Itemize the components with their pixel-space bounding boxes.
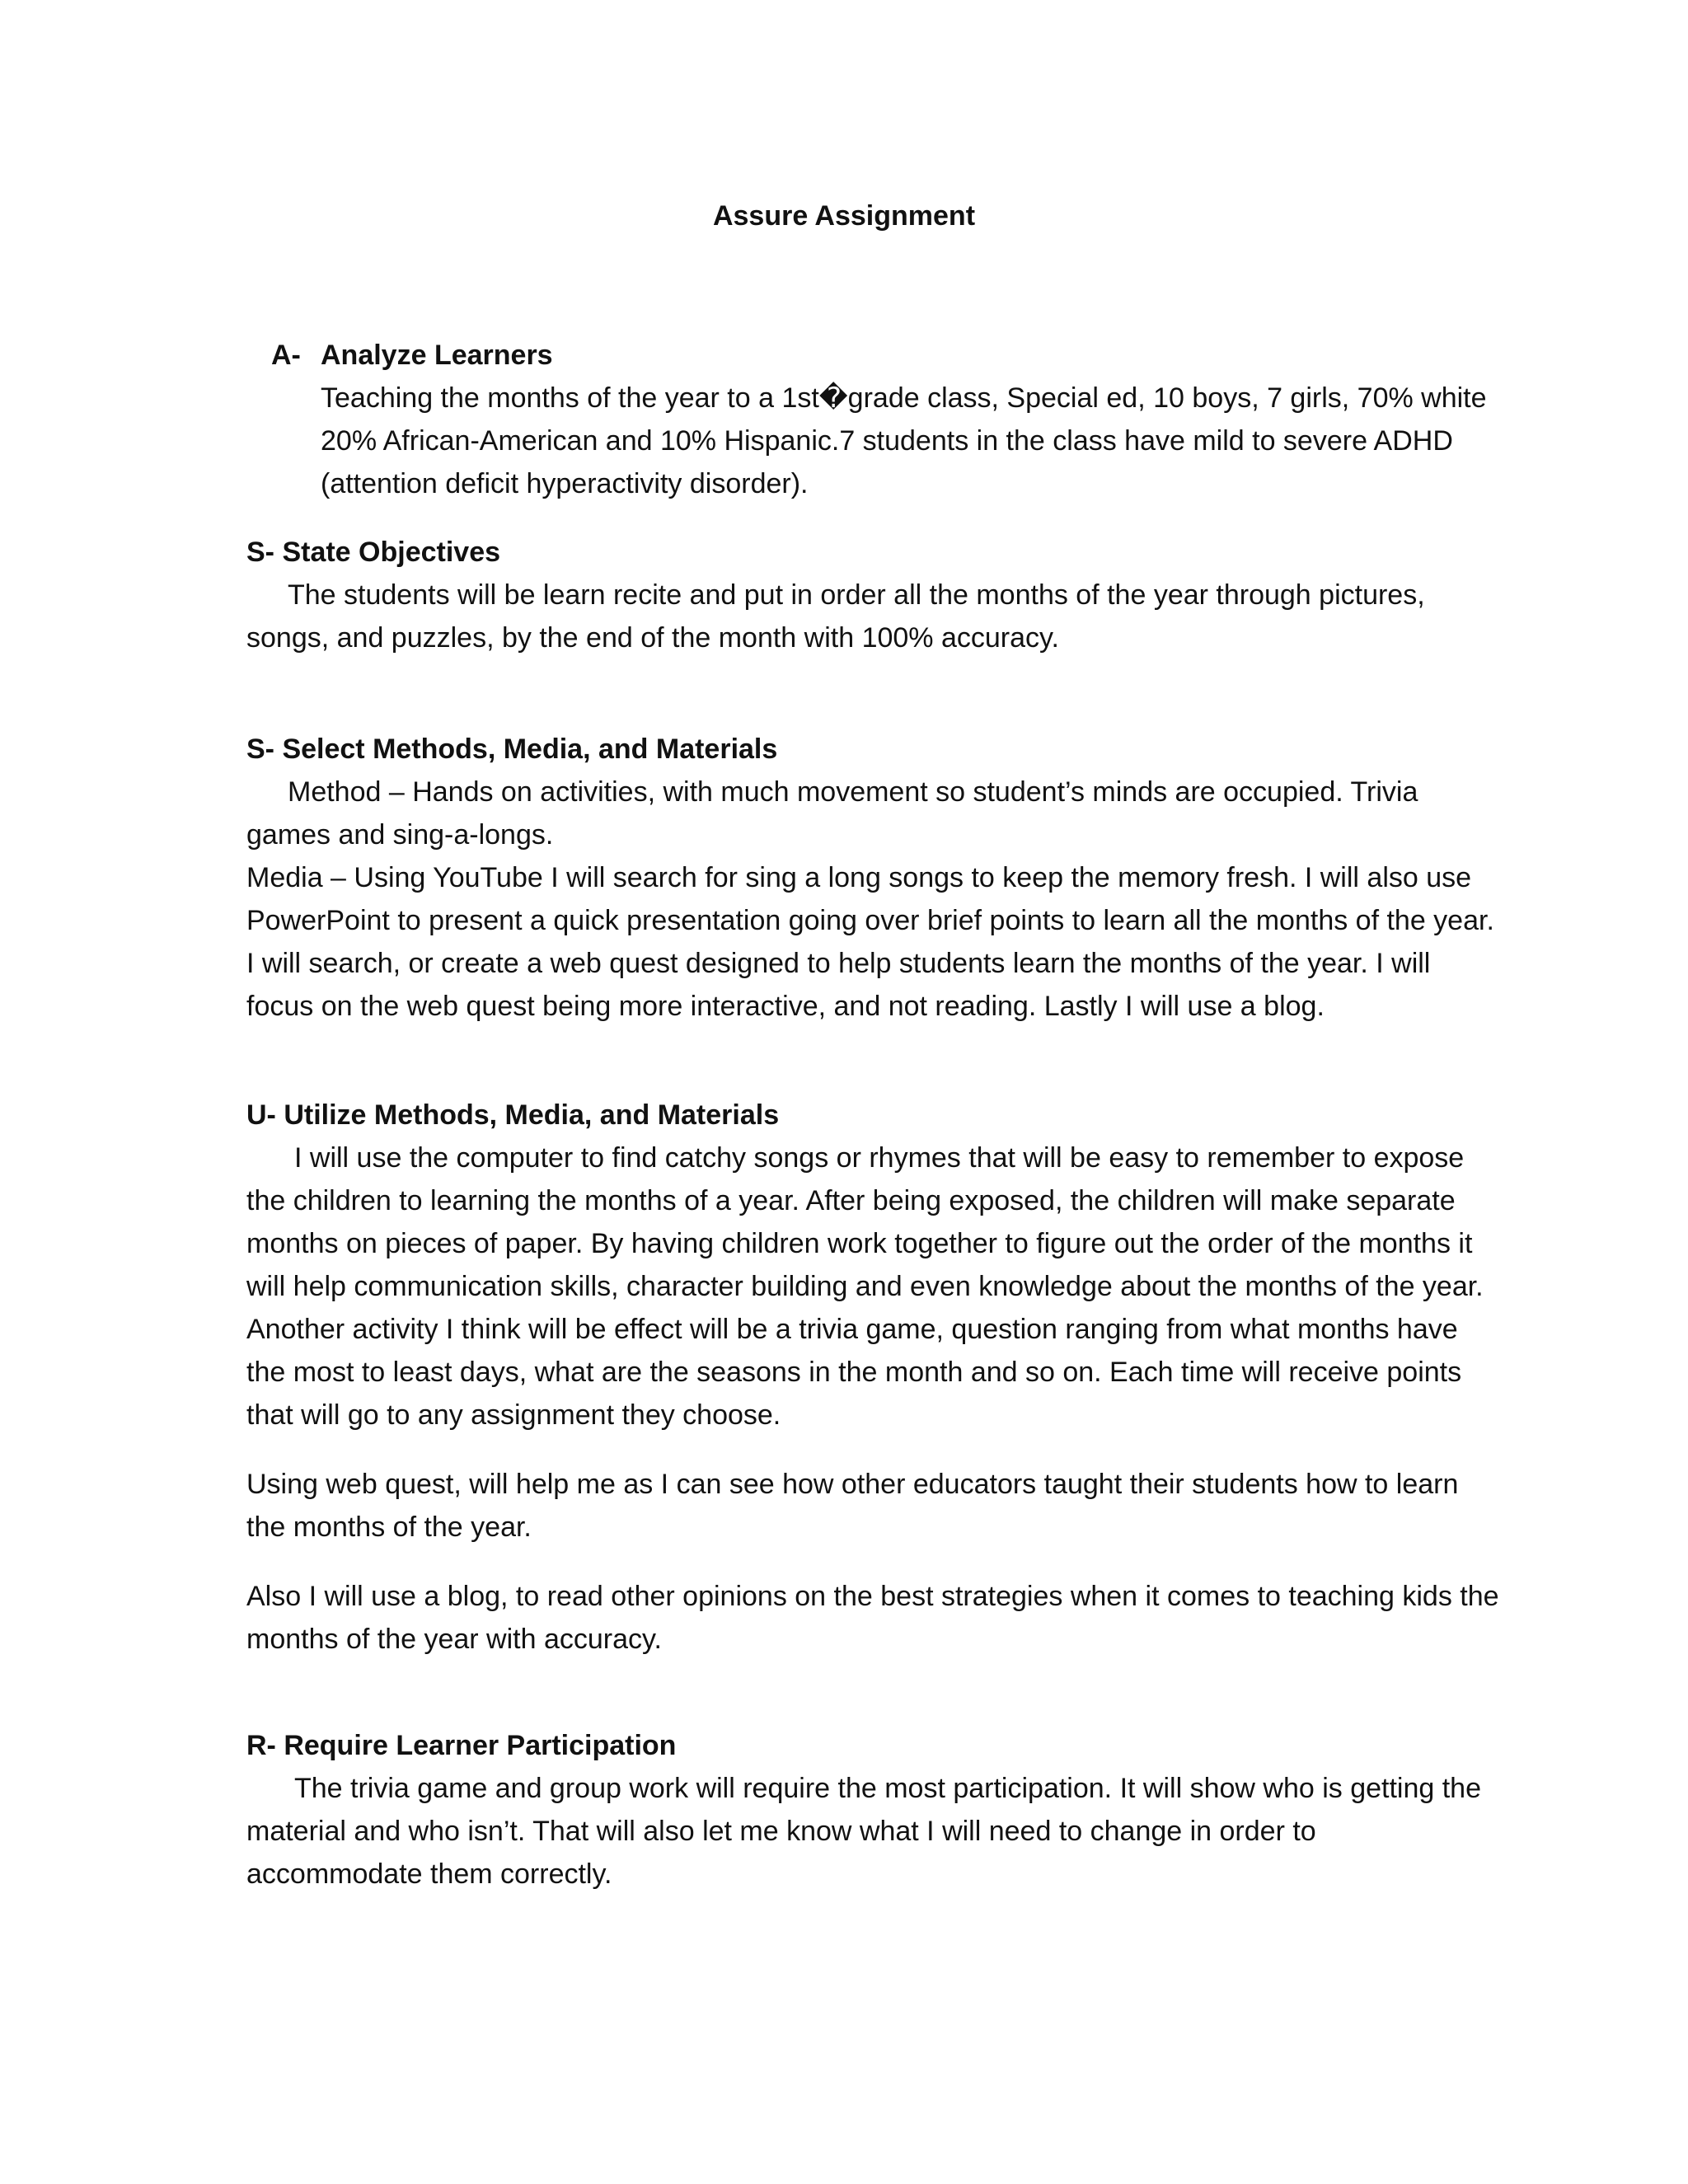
section-paragraph: Media – Using YouTube I will search for sing a long songs to keep the memory fresh. I will also use PowerPoint to present a quick presentation going over brief points to learn all the months of the year. I will search, or create a web quest designed to help students learn the months of the year. I will focus on the web quest being more interactive, and not reading. Lastly I will use a blog. (246, 862, 1494, 1022)
section-analyze-learners (246, 334, 1499, 505)
heading-text: Analyze Learners (321, 340, 553, 371)
section-paragraph: Also I will use a blog, to read other opinions on the best strategies when it comes to teaching kids the months of the year with accuracy. (246, 1581, 1499, 1655)
list-marker: A- (271, 340, 301, 371)
section-heading: U- Utilize Methods, Media, and Materials (246, 1099, 780, 1131)
section-require-participation (246, 1724, 1499, 1896)
section-paragraph: I will use the computer to find catchy songs or rhymes that will be easy to remember to expose the children to learning the months of a year. After being exposed, the children will make separate months on pieces of paper. By having children work together to figure out the order of the months it will help communication skills, character building and even knowledge about the months of the year. Another activity I think will be effect will be a trivia game, question ranging from what months have the most to least days, what are the seasons in the month and so on. Each time will receive points that will go to any assignment they choose. (246, 1142, 1484, 1431)
section-paragraph: Teaching the months of the year to a 1st�grade class, Special ed, 10 boys, 7 girls, 70% white 20% African-American and 10% Hispanic.7 students in the class have mild to severe ADHD (attention deficit hyperactivity disorder). (321, 382, 1487, 499)
section-heading (246, 334, 1499, 377)
section-utilize-methods (246, 1094, 1499, 1661)
section-paragraph: Method – Hands on activities, with much movement so student’s minds are occupied. Trivia games and sing-a-longs. (246, 776, 1418, 851)
section-heading: S- State Objectives (246, 537, 501, 568)
section-paragraph: The trivia game and group work will require the most participation. It will show who is getting the material and who isn’t. That will also let me know what I will need to change in order to accommodate them correctly. (246, 1773, 1482, 1890)
section-heading: R- Require Learner Participation (246, 1730, 677, 1761)
document-title: Assure Assignment (712, 200, 976, 232)
section-heading: S- Select Methods, Media, and Materials (246, 733, 778, 765)
section-state-objectives (246, 531, 1499, 659)
section-select-methods (246, 728, 1499, 1028)
section-paragraph: Using web quest, will help me as I can see how other educators taught their students how to learn the months of the year. (246, 1469, 1459, 1543)
section-paragraph: The students will be learn recite and put in order all the months of the year through pictures, songs, and puzzles, by the end of the month with 100% accuracy. (246, 579, 1425, 654)
